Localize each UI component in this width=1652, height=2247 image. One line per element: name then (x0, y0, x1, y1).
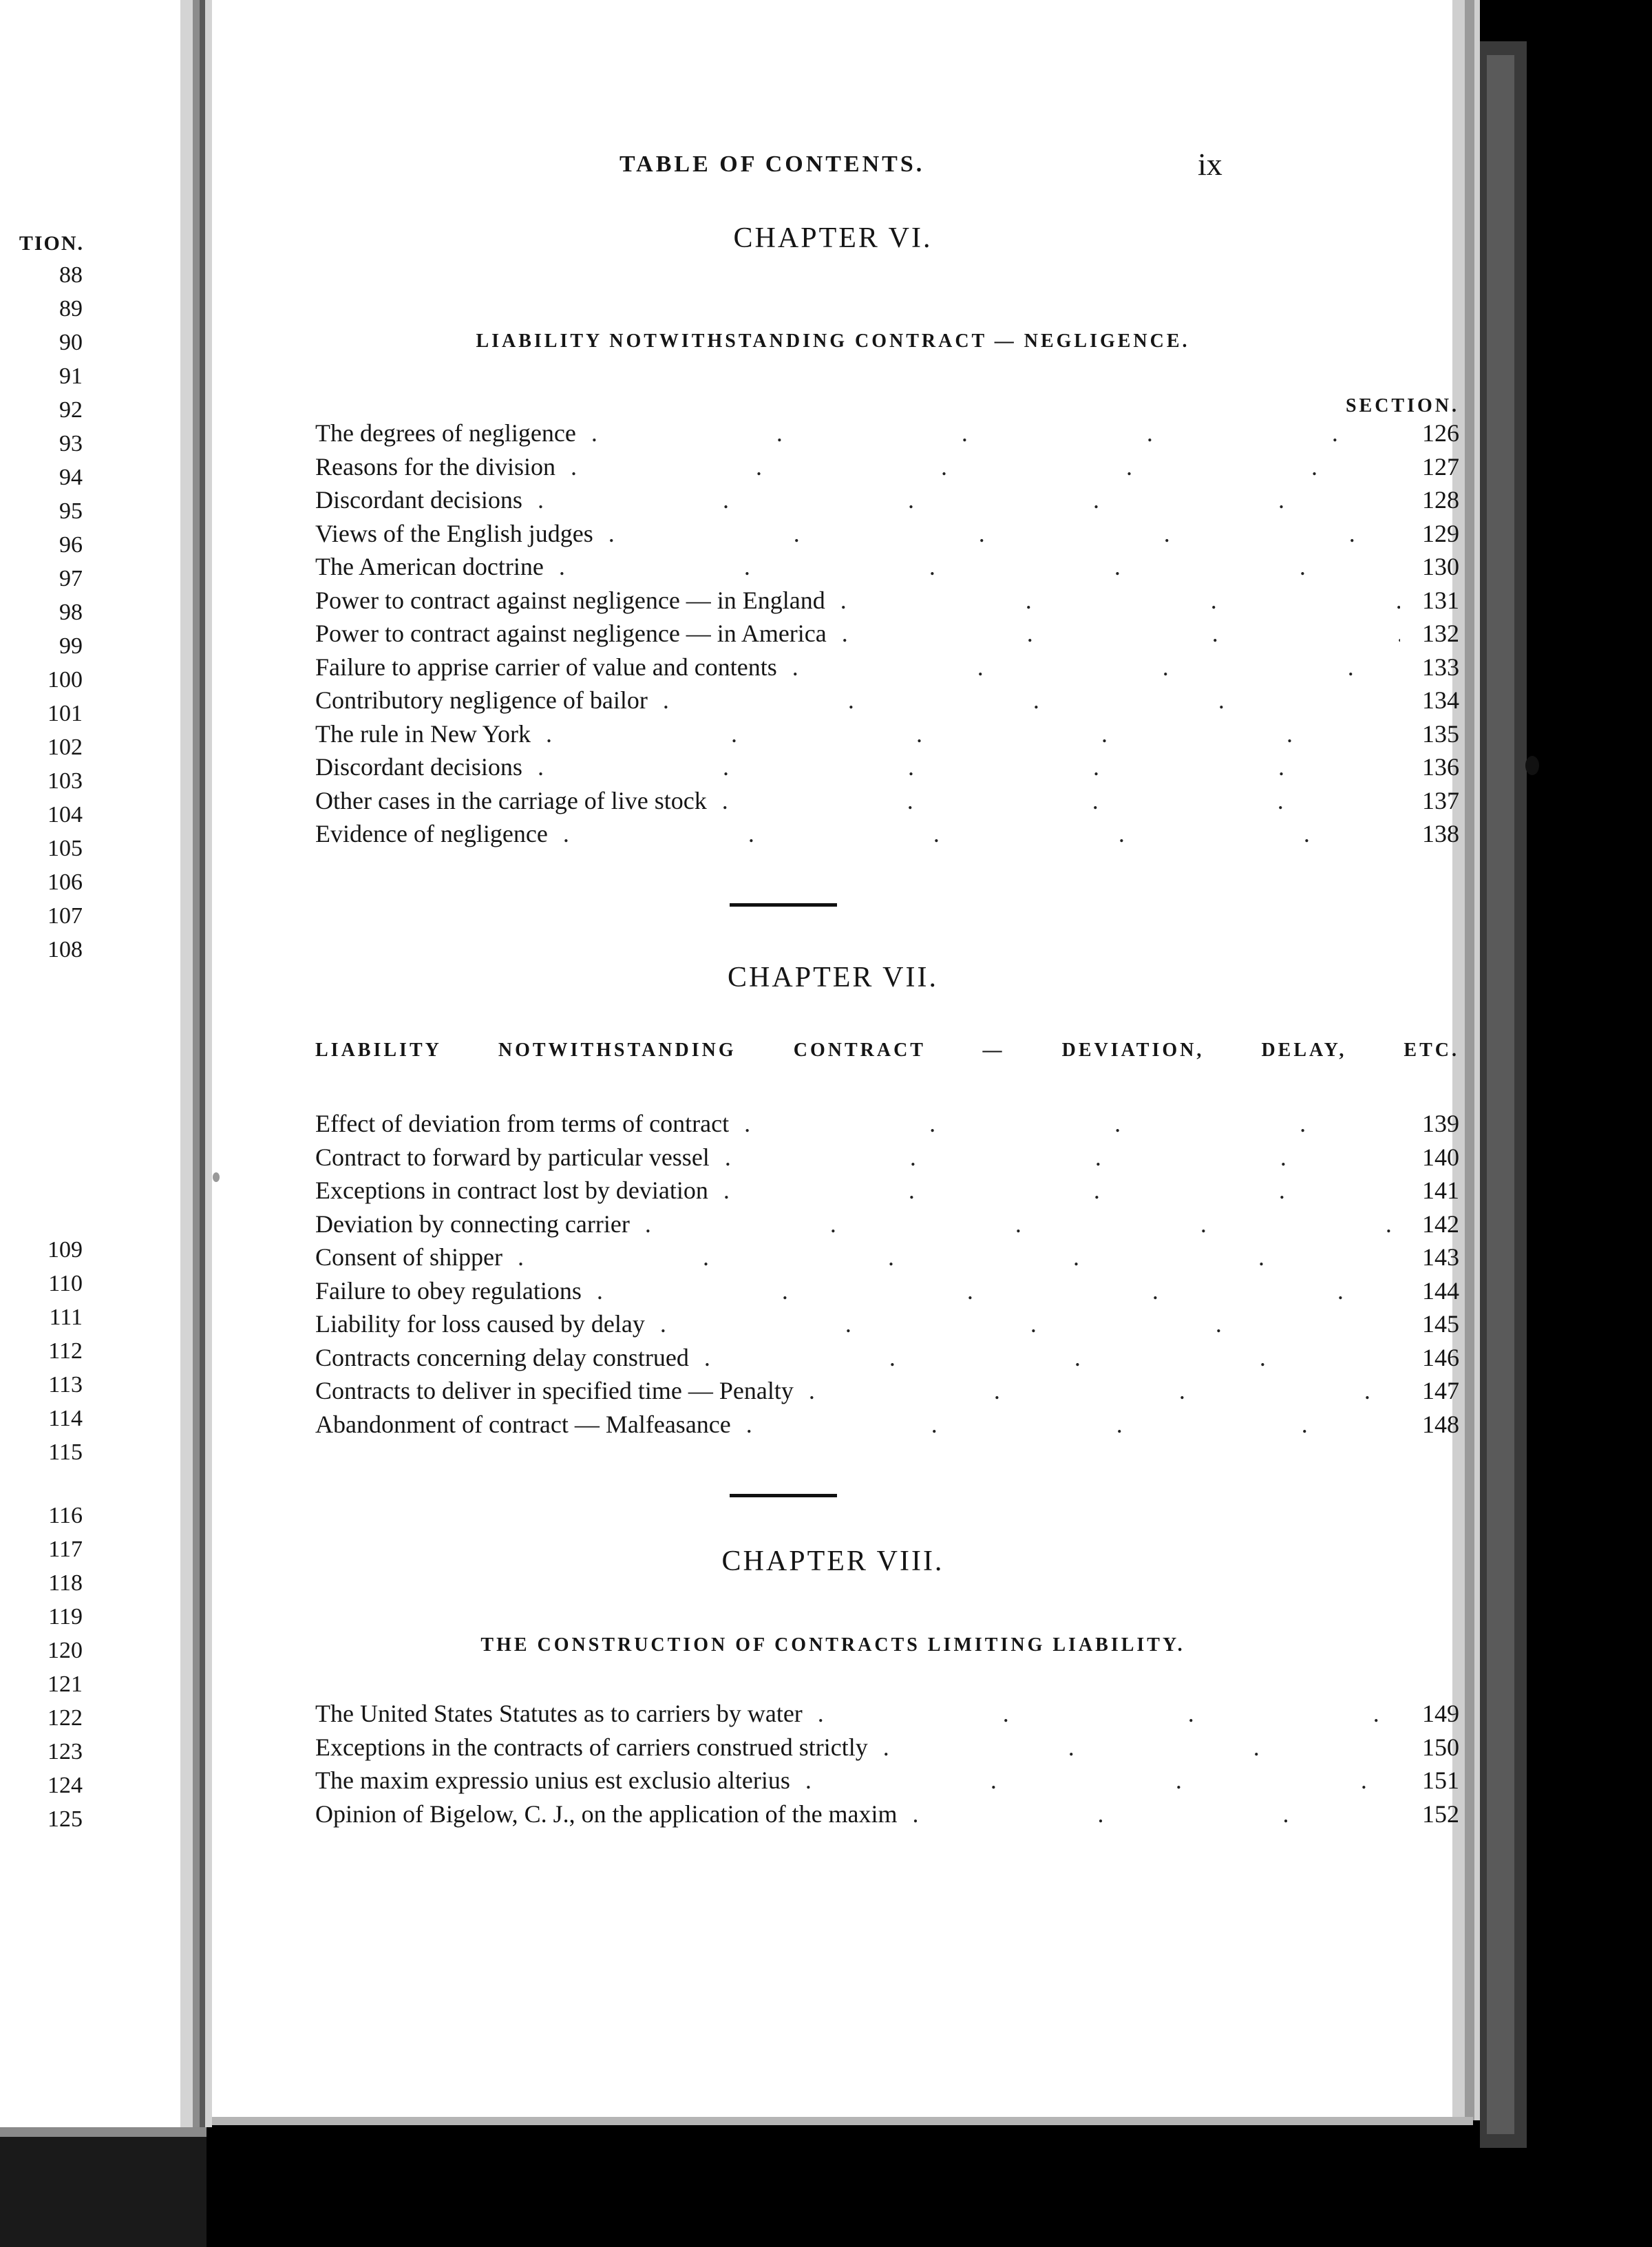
contents-entry (315, 550, 1459, 584)
contents-entry (315, 1274, 1459, 1308)
entry-title: Abandonment of contract — Malfeasance (315, 1410, 731, 1438)
entry-section-number: 138 (1422, 820, 1459, 847)
entry-section-number: 129 (1422, 519, 1459, 547)
left-section-number: 121 (47, 1671, 83, 1697)
contents-entry (315, 1174, 1459, 1207)
left-section-number: 111 (49, 1305, 83, 1330)
contents-list (315, 416, 1459, 851)
leader-dots (591, 416, 1400, 450)
left-section-number: 102 (47, 735, 83, 760)
contents-entry (315, 1341, 1459, 1375)
left-section-number: 90 (59, 330, 83, 355)
entry-title: The degrees of negligence (315, 419, 576, 447)
leader-dots (840, 584, 1400, 618)
leader-dots (563, 817, 1400, 851)
leader-dots (645, 1207, 1400, 1241)
running-head: TABLE OF CONTENTS. (620, 151, 925, 177)
leader-dots (744, 1107, 1400, 1141)
chapter-subtitle: THE CONSTRUCTION OF CONTRACTS LIMITING LIABILITY. (480, 1634, 1185, 1656)
leader-dots (608, 517, 1400, 551)
entry-section-number: 132 (1422, 620, 1459, 647)
leader-dots (818, 1697, 1400, 1731)
entry-section-number: 131 (1422, 586, 1459, 614)
entry-section-number: 128 (1422, 486, 1459, 514)
entry-title: Power to contract against negligence — in America (315, 620, 827, 647)
entry-title: Reasons for the division (315, 452, 555, 481)
entry-section-number: 147 (1422, 1377, 1459, 1404)
entry-title: Contracts concerning delay construed (315, 1343, 689, 1371)
left-section-number: 97 (59, 566, 83, 591)
contents-entry (315, 1697, 1459, 1731)
left-section-number: 106 (47, 869, 83, 895)
entry-title: The United States Statutes as to carriers by water (315, 1700, 803, 1727)
left-section-number: 110 (48, 1271, 83, 1296)
page-number: ix (1198, 147, 1222, 182)
chapter-subtitle: LIABILITY NOTWITHSTANDING CONTRACT — DEVIATION, DELAY, ETC. (315, 1040, 1459, 1061)
left-section-number: 120 (47, 1638, 83, 1663)
left-section-number: 123 (47, 1739, 83, 1764)
left-section-number: 94 (59, 465, 83, 490)
leader-dots (704, 1341, 1400, 1375)
entry-section-number: 126 (1422, 419, 1459, 447)
left-section-number: 91 (59, 363, 83, 389)
leader-dots (723, 1174, 1400, 1207)
entry-section-number: 137 (1422, 786, 1459, 814)
left-section-number: 98 (59, 600, 83, 625)
leader-dots (725, 1141, 1400, 1174)
left-section-number: 112 (48, 1338, 83, 1364)
leader-dots (809, 1374, 1400, 1408)
left-section-number: 116 (48, 1503, 83, 1528)
section-divider-rule (730, 1494, 837, 1497)
entry-title: Liability for loss caused by delay (315, 1310, 645, 1338)
left-section-number: 89 (59, 296, 83, 321)
contents-entry (315, 750, 1459, 784)
left-page-header: TION. (19, 232, 84, 255)
left-section-number: 95 (59, 498, 83, 524)
entry-title: The maxim expressio unius est exclusio alterius (315, 1766, 790, 1794)
entry-section-number: 152 (1422, 1800, 1459, 1828)
entry-section-number: 149 (1422, 1700, 1459, 1727)
entry-title: Exceptions in the contracts of carriers construed strictly (315, 1733, 868, 1761)
left-section-number: 108 (47, 937, 83, 962)
left-section-number: 109 (47, 1237, 83, 1263)
leader-dots (571, 450, 1400, 484)
left-section-number: 122 (47, 1705, 83, 1731)
entry-title: Opinion of Bigelow, C. J., on the application of the maxim (315, 1800, 898, 1828)
left-section-number: 104 (47, 802, 83, 827)
left-section-number: 125 (47, 1806, 83, 1832)
entry-title: Failure to obey regulations (315, 1276, 582, 1305)
leader-dots (913, 1797, 1400, 1831)
left-section-number: 105 (47, 836, 83, 861)
entry-title: Contracts to deliver in specified time — Penalty (315, 1377, 794, 1404)
chapter-title: CHAPTER VII. (728, 962, 938, 993)
contents-entry (315, 1408, 1459, 1442)
entry-section-number: 150 (1422, 1733, 1459, 1761)
entry-title: Views of the English judges (315, 519, 593, 547)
leader-dots (546, 717, 1400, 751)
left-section-number: 99 (59, 633, 83, 659)
contents-entry (315, 651, 1459, 684)
entry-section-number: 127 (1422, 452, 1459, 481)
leader-dots (842, 617, 1400, 651)
contents-entry (315, 1374, 1459, 1408)
contents-entry (315, 617, 1459, 651)
contents-entry (315, 784, 1459, 818)
left-section-number: 118 (48, 1570, 83, 1596)
entry-section-number: 136 (1422, 753, 1459, 781)
leader-dots (559, 550, 1400, 584)
contents-entry (315, 483, 1459, 517)
entry-title: Contract to forward by particular vessel (315, 1143, 710, 1171)
section-divider-rule (730, 903, 837, 907)
chapter-title: CHAPTER VIII. (721, 1546, 944, 1577)
contents-entry (315, 817, 1459, 851)
contents-entry (315, 1241, 1459, 1274)
contents-entry (315, 717, 1459, 751)
chapter-subtitle: LIABILITY NOTWITHSTANDING CONTRACT — NEGLIGENCE. (476, 330, 1190, 352)
entry-section-number: 148 (1422, 1410, 1459, 1438)
entry-section-number: 134 (1422, 686, 1459, 714)
left-section-number: 124 (47, 1773, 83, 1798)
contents-list (315, 1107, 1459, 1441)
contents-entry (315, 1797, 1459, 1831)
entry-title: Contributory negligence of bailor (315, 686, 648, 714)
entry-title: Deviation by connecting carrier (315, 1210, 630, 1238)
entry-section-number: 141 (1422, 1177, 1459, 1204)
entry-title: Exceptions in contract lost by deviation (315, 1177, 708, 1204)
leader-dots (518, 1241, 1400, 1274)
entry-title: Evidence of negligence (315, 820, 548, 847)
contents-entry (315, 684, 1459, 717)
leader-dots (663, 684, 1400, 717)
entry-section-number: 151 (1422, 1766, 1459, 1794)
contents-entry (315, 1107, 1459, 1141)
leader-dots (538, 750, 1400, 784)
left-section-number: 96 (59, 532, 83, 558)
left-section-number: 100 (47, 667, 83, 693)
leader-dots (660, 1307, 1400, 1341)
entry-section-number: 144 (1422, 1276, 1459, 1305)
entry-section-number: 143 (1422, 1243, 1459, 1271)
entry-section-number: 139 (1422, 1110, 1459, 1137)
contents-entry (315, 1207, 1459, 1241)
leader-dots (538, 483, 1400, 517)
leader-dots (746, 1408, 1400, 1442)
left-section-number: 107 (47, 903, 83, 929)
leader-dots (597, 1274, 1400, 1308)
contents-entry (315, 1764, 1459, 1797)
entry-section-number: 146 (1422, 1343, 1459, 1371)
entry-title: Consent of shipper (315, 1243, 502, 1271)
left-page-section-numbers (0, 0, 96, 2247)
left-section-number: 103 (47, 768, 83, 794)
left-section-number: 92 (59, 397, 83, 423)
right-page (206, 0, 1514, 2247)
leader-dots (792, 651, 1400, 684)
entry-title: Power to contract against negligence — in England (315, 586, 825, 614)
entry-title: Failure to apprise carrier of value and contents (315, 653, 777, 681)
left-section-number: 115 (48, 1439, 83, 1465)
entry-title: The rule in New York (315, 719, 531, 748)
chapter-title: CHAPTER VI. (733, 222, 933, 254)
section-column-label: SECTION. (1345, 395, 1459, 416)
entry-section-number: 140 (1422, 1143, 1459, 1171)
entry-section-number: 135 (1422, 719, 1459, 748)
entry-title: The American doctrine (315, 553, 544, 580)
entry-section-number: 133 (1422, 653, 1459, 681)
contents-list (315, 1697, 1459, 1831)
entry-section-number: 130 (1422, 553, 1459, 580)
entry-section-number: 145 (1422, 1310, 1459, 1338)
left-section-number: 114 (48, 1406, 83, 1431)
leader-dots (722, 784, 1400, 818)
left-section-number: 88 (59, 262, 83, 288)
contents-entry (315, 416, 1459, 450)
contents-entry (315, 450, 1459, 484)
leader-dots (805, 1764, 1400, 1797)
left-section-number: 117 (48, 1537, 83, 1562)
contents-entry (315, 517, 1459, 551)
left-section-number: 101 (47, 701, 83, 726)
leader-dots (883, 1731, 1400, 1764)
entry-title: Other cases in the carriage of live stock (315, 786, 707, 814)
entry-title: Discordant decisions (315, 486, 522, 514)
contents-entry (315, 1141, 1459, 1174)
entry-section-number: 142 (1422, 1210, 1459, 1238)
left-section-number: 93 (59, 431, 83, 456)
contents-entry (315, 1307, 1459, 1341)
left-section-number: 119 (48, 1604, 83, 1629)
entry-title: Discordant decisions (315, 753, 522, 781)
contents-entry (315, 1731, 1459, 1764)
entry-title: Effect of deviation from terms of contract (315, 1110, 730, 1137)
left-section-number: 113 (48, 1372, 83, 1397)
contents-entry (315, 584, 1459, 618)
